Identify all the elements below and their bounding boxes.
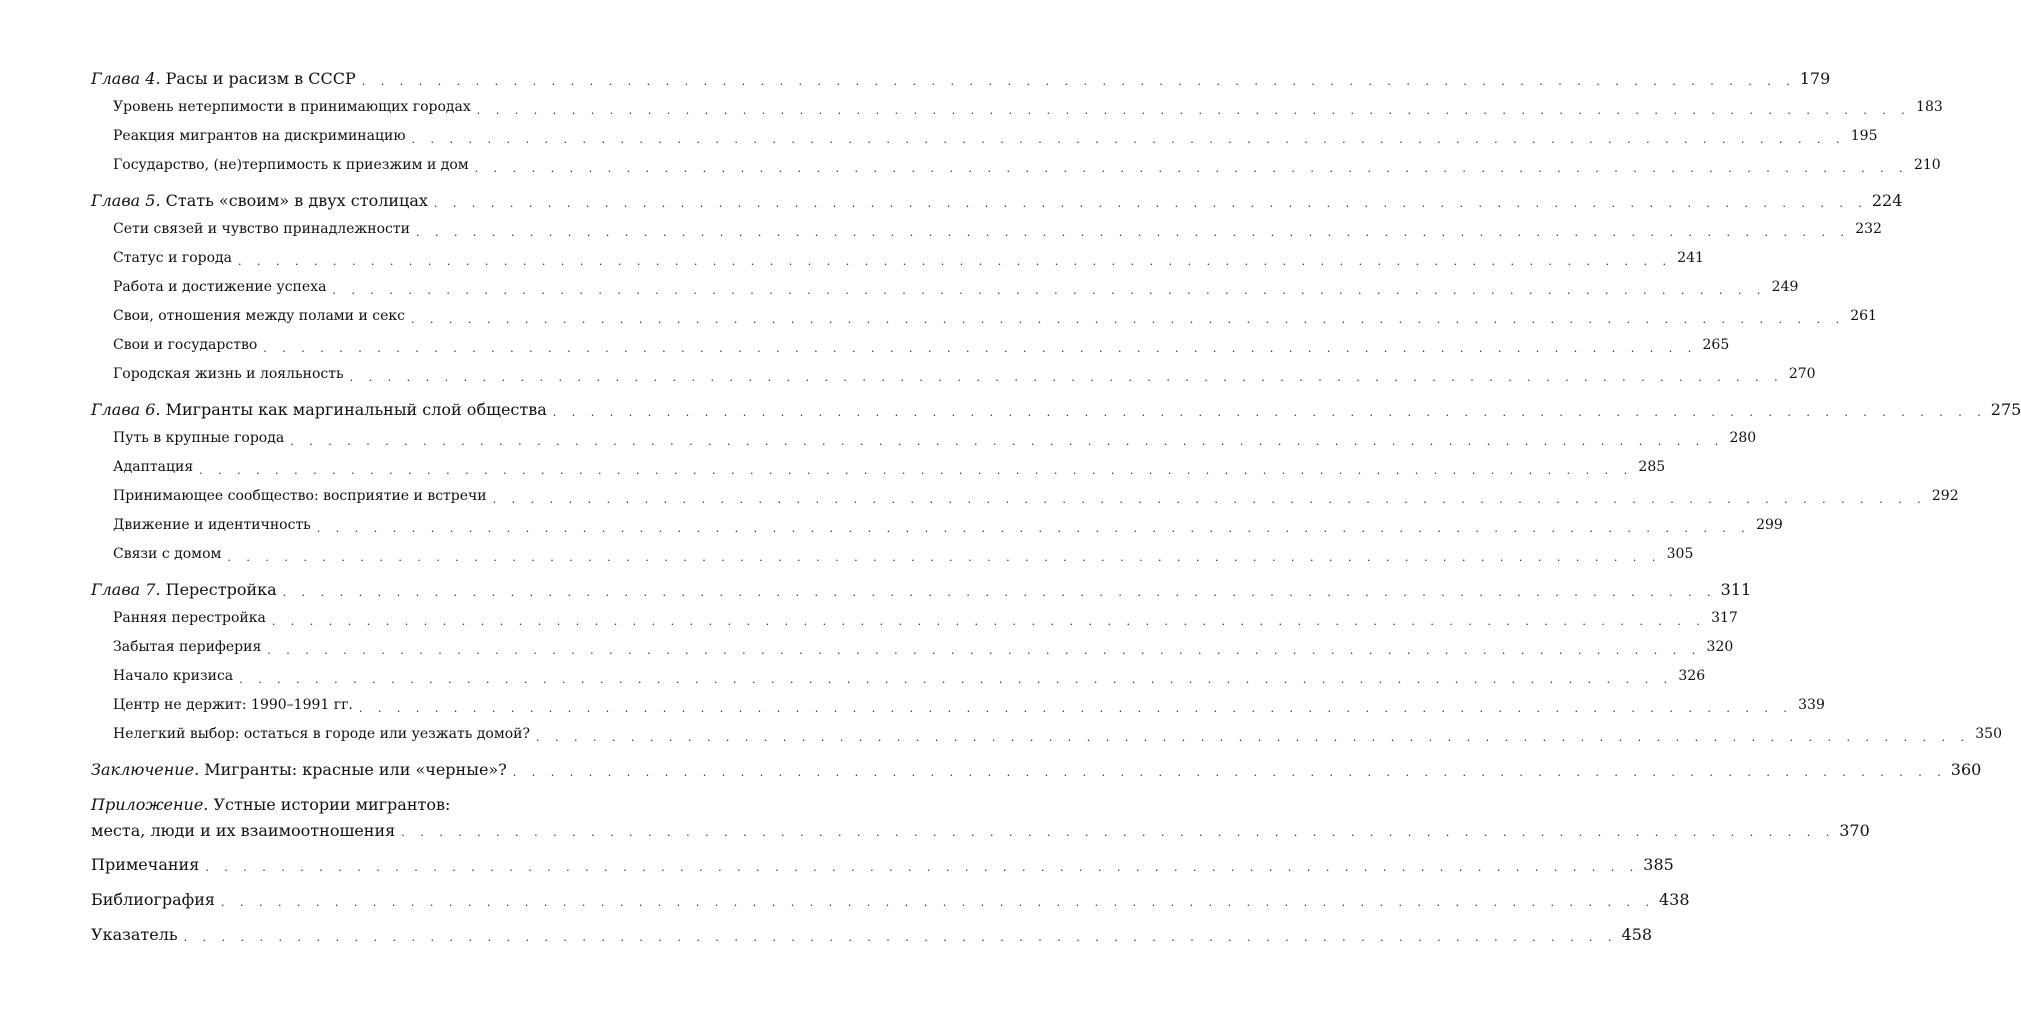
toc-entry-title [113,215,410,244]
table-of-contents [91,64,2021,949]
toc-entry-title [113,331,257,360]
entry-text: Мигранты как маргинальный слой общества [165,400,547,419]
toc-section-entry[interactable] [91,244,1704,273]
dot-leader: . . . . . . . . . . . . . . . . . . . . . . . . . . . . . . . . . . . . . . . . . . . . . . . . . . . . . . . . . . . . . . . . . . . . . . . . . . . . [512,766,1947,779]
toc-section-entry[interactable] [91,720,2002,749]
page-number: 326 [1678,668,1706,684]
page-number: 360 [1950,760,1982,779]
appendix-first-line [91,792,613,818]
appendix-label: Приложение. [91,795,209,814]
entry-text: Статус и города [113,250,232,266]
toc-backmatter-entry[interactable] [91,850,1674,879]
toc-entry-title [91,818,395,844]
toc-chapter-entry[interactable] [91,186,1903,215]
entry-text: Указатель [91,925,178,944]
dot-leader: . . . . . . . . . . . . . . . . . . . . . . . . . . . . . . . . . . . . . . . . . . . . . . . . . . . . . . . . . . . . . . . . . . . . . . . . . . . . [267,644,1702,657]
entry-text: Нелегкий выбор: остаться в городе или уезжать домой? [113,726,530,742]
dot-leader: . . . . . . . . . . . . . . . . . . . . . . . . . . . . . . . . . . . . . . . . . . . . . . . . . . . . . . . . . . . . . . . . . . . . . . . . . . . . [183,931,1618,944]
page-number: 179 [1799,69,1831,88]
dot-leader: . . . . . . . . . . . . . . . . . . . . . . . . . . . . . . . . . . . . . . . . . . . . . . . . . . . . . . . . . . . . . . . . . . . . . . . . . . . . [536,731,1970,744]
entry-text: Ранняя перестройка [113,610,266,626]
page-number: 458 [1621,925,1653,944]
toc-section-entry[interactable] [91,93,1943,122]
toc-section-entry[interactable] [91,453,1666,482]
toc-section-entry[interactable] [91,360,1816,389]
toc-section-entry[interactable] [91,633,1734,662]
toc-section-entry[interactable] [91,424,1757,453]
page-number: 285 [1638,459,1666,475]
toc-entry-title [113,540,221,569]
page-number: 280 [1729,430,1757,446]
toc-section-entry[interactable] [91,215,1882,244]
dot-leader: . . . . . . . . . . . . . . . . . . . . . . . . . . . . . . . . . . . . . . . . . . . . . . . . . . . . . . . . . . . . . . . . . . . . . . . . . . . . [199,464,1634,477]
appendix-second-line[interactable] [91,818,1870,844]
toc-entry-title [113,604,266,633]
toc-entry-title [113,453,193,482]
toc-entry-title [113,511,311,540]
page-number: 311 [1720,580,1752,599]
toc-section-entry[interactable] [91,273,1799,302]
toc-section-entry[interactable] [91,331,1730,360]
entry-text: Уровень нетерпимости в принимающих городах [113,99,471,115]
dot-leader: . . . . . . . . . . . . . . . . . . . . . . . . . . . . . . . . . . . . . . . . . . . . . . . . . . . . . . . . . . . . . . . . . . . . . . . . . . . . [358,702,1793,715]
entry-text: Свои, отношения между полами и секс [113,308,405,324]
chapter-label: Заключение. [91,760,200,779]
page-number: 385 [1643,855,1674,874]
toc-entry-title [91,395,547,424]
entry-text: Связи с домом [113,546,222,562]
toc-entry-title [91,850,199,879]
entry-text: Забытая периферия [113,639,262,655]
toc-section-entry[interactable] [91,604,1738,633]
entry-text: Адаптация [113,459,194,475]
page-number: 261 [1850,308,1877,324]
entry-text: Реакция мигрантов на дискриминацию [113,128,406,144]
entry-text: Работа и достижение успеха [113,279,327,295]
dot-leader: . . . . . . . . . . . . . . . . . . . . . . . . . . . . . . . . . . . . . . . . . . . . . . . . . . . . . . . . . . . . . . . . . . . . . . . . . . . . [433,197,1868,210]
toc-section-entry[interactable] [91,662,1706,691]
chapter-label: Глава 7. [91,580,161,599]
toc-entry-title [113,691,353,720]
entry-text: Сети связей и чувство принадлежности [113,221,410,237]
page-number: 299 [1756,517,1783,533]
toc-entry-title [91,920,178,949]
page-number: 195 [1850,128,1878,144]
page-number: 270 [1788,366,1816,382]
page-number: 292 [1931,488,1959,504]
page-number: 232 [1855,221,1882,237]
page-number: 305 [1666,546,1694,562]
toc-section-entry[interactable] [91,122,1878,151]
chapter-label: Глава 4. [91,69,161,88]
toc-entry-title [91,755,507,784]
toc-entry-title [113,93,471,122]
toc-section-entry[interactable] [91,482,1959,511]
dot-leader: . . . . . . . . . . . . . . . . . . . . . . . . . . . . . . . . . . . . . . . . . . . . . . . . . . . . . . . . . . . . . . . . . . . . . . . . . . . . [239,673,1674,686]
dot-leader: . . . . . . . . . . . . . . . . . . . . . . . . . . . . . . . . . . . . . . . . . . . . . . . . . . . . . . . . . . . . . . . . . . . . . . . . . . . . [476,104,1911,117]
toc-chapter-entry[interactable] [91,395,2021,424]
dot-leader: . . . . . . . . . . . . . . . . . . . . . . . . . . . . . . . . . . . . . . . . . . . . . . . . . . . . . . . . . . . . . . . . . . . . . . . . . . . . [237,255,1672,268]
toc-section-entry[interactable] [91,302,1877,331]
entry-text: Принимающее сообщество: восприятие и встречи [113,488,487,504]
entry-text: Начало кризиса [113,668,234,684]
toc-entry-title [91,885,215,914]
entry-text: Стать «своим» в двух столицах [165,191,428,210]
toc-chapter-entry[interactable] [91,755,1982,784]
toc-entry-title [113,244,232,273]
dot-leader: . . . . . . . . . . . . . . . . . . . . . . . . . . . . . . . . . . . . . . . . . . . . . . . . . . . . . . . . . . . . . . . . . . . . . . . . . . . . [474,162,1909,175]
page-number: 210 [1913,157,1941,173]
dot-leader: . . . . . . . . . . . . . . . . . . . . . . . . . . . . . . . . . . . . . . . . . . . . . . . . . . . . . . . . . . . . . . . . . . . . . . . . . . . . [227,551,1662,564]
toc-entry-title [113,633,261,662]
page-number: 183 [1916,99,1943,115]
toc-entry-title [113,482,487,511]
entry-text: Библиография [91,890,215,909]
dot-leader: . . . . . . . . . . . . . . . . . . . . . . . . . . . . . . . . . . . . . . . . . . . . . . . . . . . . . . . . . . . . . . . . . . . . . . . . . . . . [401,826,1836,839]
toc-section-entry[interactable] [91,691,1825,720]
page-number: 265 [1702,337,1730,353]
toc-entry-title [113,662,233,691]
entry-text: места, люди и их взаимоотношения [91,821,396,840]
dot-leader: . . . . . . . . . . . . . . . . . . . . . . . . . . . . . . . . . . . . . . . . . . . . . . . . . . . . . . . . . . . . . . . . . . . . . . . . . . . . [410,313,1845,326]
toc-entry-title [113,151,469,180]
page-number: 438 [1658,890,1690,909]
entry-text: Перестройка [165,580,277,599]
dot-leader: . . . . . . . . . . . . . . . . . . . . . . . . . . . . . . . . . . . . . . . . . . . . . . . . . . . . . . . . . . . . . . . . . . . . . . . . . . . . [263,342,1698,355]
entry-text: Мигранты: красные или «черные»? [204,760,507,779]
chapter-label: Глава 6. [91,400,161,419]
dot-leader: . . . . . . . . . . . . . . . . . . . . . . . . . . . . . . . . . . . . . . . . . . . . . . . . . . . . . . . . . . . . . . . . . . . . . . . . . . . . [415,226,1850,239]
page-number: 339 [1798,697,1825,713]
dot-leader: . . . . . . . . . . . . . . . . . . . . . . . . . . . . . . . . . . . . . . . . . . . . . . . . . . . . . . . . . . . . . . . . . . . . . . . . . . . . [332,284,1767,297]
toc-section-entry[interactable] [91,540,1694,569]
page-number: 249 [1771,279,1799,295]
entry-text: Примечания [91,855,200,874]
dot-leader: . . . . . . . . . . . . . . . . . . . . . . . . . . . . . . . . . . . . . . . . . . . . . . . . . . . . . . . . . . . . . . . . . . . . . . . . . . . . [316,522,1751,535]
page-number: 370 [1839,821,1870,840]
toc-entry-title [113,122,406,151]
entry-text: Государство, (не)терпимость к приезжим и дом [113,157,469,173]
dot-leader: . . . . . . . . . . . . . . . . . . . . . . . . . . . . . . . . . . . . . . . . . . . . . . . . . . . . . . . . . . . . . . . . . . . . . . . . . . . . [282,586,1717,599]
dot-leader: . . . . . . . . . . . . . . . . . . . . . . . . . . . . . . . . . . . . . . . . . . . . . . . . . . . . . . . . . . . . . . . . . . . . . . . . . . . . [492,493,1927,506]
toc-entry-title [113,720,530,749]
entry-text: Путь в крупные города [113,430,285,446]
dot-leader: . . . . . . . . . . . . . . . . . . . . . . . . . . . . . . . . . . . . . . . . . . . . . . . . . . . . . . . . . . . . . . . . . . . . . . . . . . . . [220,896,1655,909]
toc-entry-title [91,64,356,93]
chapter-label: Глава 5. [91,191,161,210]
toc-section-entry[interactable] [91,511,1783,540]
page-number: 224 [1871,191,1903,210]
toc-entry-title [113,302,405,331]
toc-backmatter-entry[interactable] [91,885,1690,914]
dot-leader: . . . . . . . . . . . . . . . . . . . . . . . . . . . . . . . . . . . . . . . . . . . . . . . . . . . . . . . . . . . . . . . . . . . . . . . . . . . . [552,406,1987,419]
entry-text: Городская жизнь и лояльность [113,366,344,382]
entry-text: Центр не держит: 1990–1991 гг. [113,697,353,713]
toc-section-entry[interactable] [91,151,1941,180]
page-number: 350 [1975,726,2002,742]
page-number: 317 [1711,610,1738,626]
toc-appendix-entry[interactable] [91,792,1870,844]
dot-leader: . . . . . . . . . . . . . . . . . . . . . . . . . . . . . . . . . . . . . . . . . . . . . . . . . . . . . . . . . . . . . . . . . . . . . . . . . . . . [271,615,1706,628]
toc-chapter-entry[interactable] [91,64,1831,93]
entry-text: Движение и идентичность [113,517,311,533]
toc-backmatter-entry[interactable] [91,920,1653,949]
dot-leader: . . . . . . . . . . . . . . . . . . . . . . . . . . . . . . . . . . . . . . . . . . . . . . . . . . . . . . . . . . . . . . . . . . . . . . . . . . . . [361,75,1796,88]
page-number: 275 [1990,400,2021,419]
dot-leader: . . . . . . . . . . . . . . . . . . . . . . . . . . . . . . . . . . . . . . . . . . . . . . . . . . . . . . . . . . . . . . . . . . . . . . . . . . . . [349,371,1784,384]
entry-text: Расы и расизм в СССР [165,69,356,88]
toc-entry-title [113,360,344,389]
page-number: 320 [1706,639,1734,655]
toc-entry-title [91,186,428,215]
dot-leader: . . . . . . . . . . . . . . . . . . . . . . . . . . . . . . . . . . . . . . . . . . . . . . . . . . . . . . . . . . . . . . . . . . . . . . . . . . . . [290,435,1725,448]
toc-entry-title [113,424,284,453]
dot-leader: . . . . . . . . . . . . . . . . . . . . . . . . . . . . . . . . . . . . . . . . . . . . . . . . . . . . . . . . . . . . . . . . . . . . . . . . . . . . [205,861,1640,874]
toc-entry-title [91,575,277,604]
page-number: 241 [1677,250,1704,266]
toc-entry-title [113,273,326,302]
toc-chapter-entry[interactable] [91,575,1752,604]
entry-text: Устные истории мигрантов: [213,795,451,814]
entry-text: Свои и государство [113,337,258,353]
dot-leader: . . . . . . . . . . . . . . . . . . . . . . . . . . . . . . . . . . . . . . . . . . . . . . . . . . . . . . . . . . . . . . . . . . . . . . . . . . . . [411,133,1846,146]
